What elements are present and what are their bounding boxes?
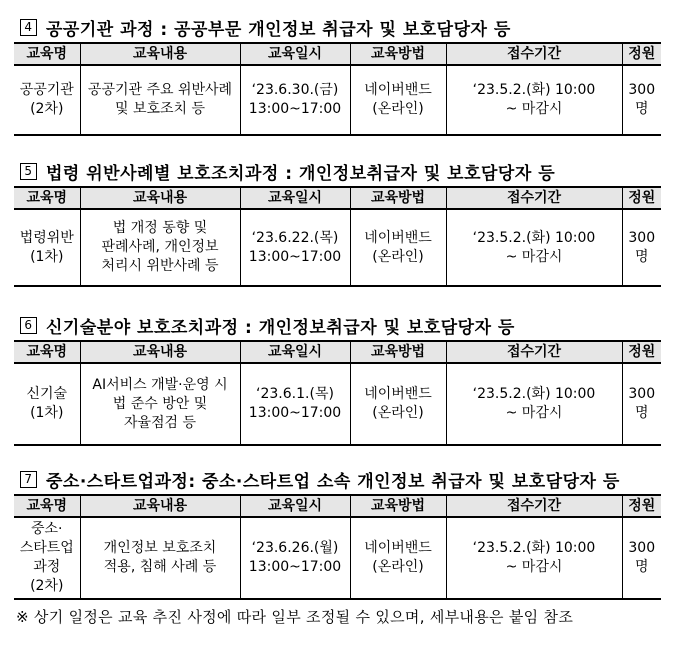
- cell-line: 개인정보 보호조치: [103, 540, 217, 556]
- cell-course-method: [350, 517, 446, 599]
- cell-course-datetime: [240, 517, 350, 599]
- header-row: [14, 43, 661, 65]
- table-row: [14, 363, 661, 445]
- cell-line: 신기술: [26, 386, 68, 402]
- cell-course-datetime: [240, 209, 350, 286]
- cell-line: ~ 마감시: [505, 248, 563, 265]
- footnote: ※ 상기 일정은 교육 추진 사정에 따라 일부 조정될 수 있으며, 세부내용은 붙임 참조: [16, 608, 574, 626]
- header-capacity: 정원: [622, 495, 661, 517]
- cell-line: 처리시 위반사례 등: [101, 258, 219, 274]
- cell-registration-period: [446, 65, 622, 135]
- course-table: [14, 340, 661, 446]
- cell-course-content: [80, 65, 240, 135]
- course-section-4: [14, 12, 661, 136]
- cell-line: ‘23.5.2.(화) 10:00: [472, 229, 596, 246]
- section-title-text: 중소·스타트업과정: 중소·스타트업 소속 개인정보 취급자 및 보호담당자 등: [46, 471, 620, 492]
- cell-line: 과정: [33, 559, 61, 575]
- cell-line: 공공기관 주요 위반사례: [87, 82, 233, 98]
- header-registration-period: 접수기간: [446, 495, 622, 517]
- header-course-method: 교육방법: [350, 341, 446, 363]
- cell-line: ‘23.6.1.(목): [256, 386, 334, 402]
- table-row: [14, 65, 661, 135]
- cell-line: 법 준수 방안 및: [112, 395, 208, 412]
- header-course-datetime: 교육일시: [240, 43, 350, 65]
- cell-line: ~ 마감시: [505, 559, 563, 575]
- header-course-datetime: 교육일시: [240, 341, 350, 363]
- cell-course-content: [80, 363, 240, 445]
- cell-line: 공공기관: [19, 82, 74, 98]
- cell-course-name: [14, 65, 80, 135]
- header-course-method: 교육방법: [350, 187, 446, 209]
- header-course-name: 교육명: [14, 43, 80, 65]
- header-course-method: 교육방법: [350, 495, 446, 517]
- course-section-7: [14, 464, 661, 600]
- header-course-name: 교육명: [14, 341, 80, 363]
- cell-line: (온라인): [372, 559, 424, 575]
- cell-line: 판례사례, 개인정보: [101, 239, 219, 255]
- section-number-box: 4: [20, 19, 37, 36]
- cell-line: ‘23.5.2.(화) 10:00: [472, 386, 596, 402]
- header-capacity: 정원: [622, 43, 661, 65]
- cell-line: (온라인): [372, 405, 424, 421]
- course-table: [14, 494, 661, 600]
- cell-course-name: [14, 517, 80, 599]
- cell-capacity: 300명: [622, 209, 661, 286]
- cell-line: 자율점검 등: [123, 414, 197, 431]
- cell-course-name: [14, 363, 80, 445]
- cell-registration-period: [446, 517, 622, 599]
- cell-line: (2차): [30, 101, 64, 117]
- cell-line: 13:00~17:00: [248, 101, 342, 117]
- header-course-name: 교육명: [14, 187, 80, 209]
- cell-line: 법령위반: [19, 229, 74, 246]
- cell-line: 및 보호조치 등: [114, 101, 206, 117]
- cell-line: 네이버밴드: [364, 540, 432, 556]
- cell-line: (1차): [30, 248, 64, 265]
- header-course-method: 교육방법: [350, 43, 446, 65]
- cell-line: 13:00~17:00: [248, 248, 342, 265]
- cell-line: 13:00~17:00: [248, 405, 342, 421]
- cell-line: 네이버밴드: [364, 229, 432, 246]
- header-registration-period: 접수기간: [446, 341, 622, 363]
- cell-course-name: [14, 209, 80, 286]
- header-registration-period: 접수기간: [446, 187, 622, 209]
- header-registration-period: 접수기간: [446, 43, 622, 65]
- cell-course-content: [80, 209, 240, 286]
- cell-line: ‘23.6.30.(금): [251, 82, 339, 98]
- header-course-content: 교육내용: [80, 495, 240, 517]
- cell-course-method: [350, 209, 446, 286]
- cell-line: (온라인): [372, 248, 424, 265]
- header-capacity: 정원: [622, 187, 661, 209]
- cell-registration-period: [446, 209, 622, 286]
- section-number-box: 5: [20, 163, 37, 180]
- section-title: [14, 464, 661, 494]
- table-row: [14, 209, 661, 286]
- section-title-text: 공공기관 과정 : 공공부문 개인정보 취급자 및 보호담당자 등: [46, 19, 511, 40]
- section-title-text: 신기술분야 보호조치과정 : 개인정보취급자 및 보호담당자 등: [46, 317, 515, 338]
- cell-line: 13:00~17:00: [248, 559, 342, 575]
- cell-line: ~ 마감시: [505, 405, 563, 421]
- cell-line: 법 개정 동향 및: [112, 220, 208, 236]
- cell-line: (2차): [30, 578, 64, 594]
- cell-course-content: [80, 517, 240, 599]
- cell-line: ‘23.5.2.(화) 10:00: [472, 82, 596, 98]
- cell-line: 스타트업: [19, 540, 74, 556]
- cell-capacity: 300명: [622, 363, 661, 445]
- header-course-content: 교육내용: [80, 187, 240, 209]
- section-number-box: 6: [20, 317, 37, 334]
- section-title: [14, 156, 661, 186]
- course-table: [14, 42, 661, 136]
- header-course-content: 교육내용: [80, 43, 240, 65]
- section-title: [14, 310, 661, 340]
- cell-line: ‘23.6.22.(목): [251, 229, 339, 246]
- cell-line: ‘23.5.2.(화) 10:00: [472, 540, 596, 556]
- cell-line: (온라인): [372, 101, 424, 117]
- cell-line: 중소·: [31, 521, 63, 537]
- header-capacity: 정원: [622, 341, 661, 363]
- header-row: [14, 187, 661, 209]
- cell-capacity: 300명: [622, 65, 661, 135]
- table-row: [14, 517, 661, 599]
- course-table: [14, 186, 661, 287]
- cell-course-method: [350, 363, 446, 445]
- cell-line: AI서비스 개발·운영 시: [92, 376, 228, 393]
- header-course-name: 교육명: [14, 495, 80, 517]
- cell-line: ‘23.6.26.(월): [251, 540, 339, 556]
- cell-line: 적용, 침해 사례 등: [103, 559, 217, 575]
- cell-line: 네이버밴드: [364, 82, 432, 98]
- header-course-datetime: 교육일시: [240, 187, 350, 209]
- cell-course-method: [350, 65, 446, 135]
- cell-line: 네이버밴드: [364, 386, 432, 402]
- header-row: [14, 341, 661, 363]
- section-title-text: 법령 위반사례별 보호조치과정 : 개인정보취급자 및 보호담당자 등: [46, 163, 556, 184]
- header-course-datetime: 교육일시: [240, 495, 350, 517]
- cell-capacity: 300명: [622, 517, 661, 599]
- cell-course-datetime: [240, 65, 350, 135]
- header-course-content: 교육내용: [80, 341, 240, 363]
- course-section-6: [14, 310, 661, 446]
- cell-line: (1차): [30, 405, 64, 421]
- section-title: [14, 12, 661, 42]
- section-number-box: 7: [20, 471, 37, 488]
- cell-line: ~ 마감시: [505, 101, 563, 117]
- header-row: [14, 495, 661, 517]
- cell-registration-period: [446, 363, 622, 445]
- cell-course-datetime: [240, 363, 350, 445]
- course-section-5: [14, 156, 661, 287]
